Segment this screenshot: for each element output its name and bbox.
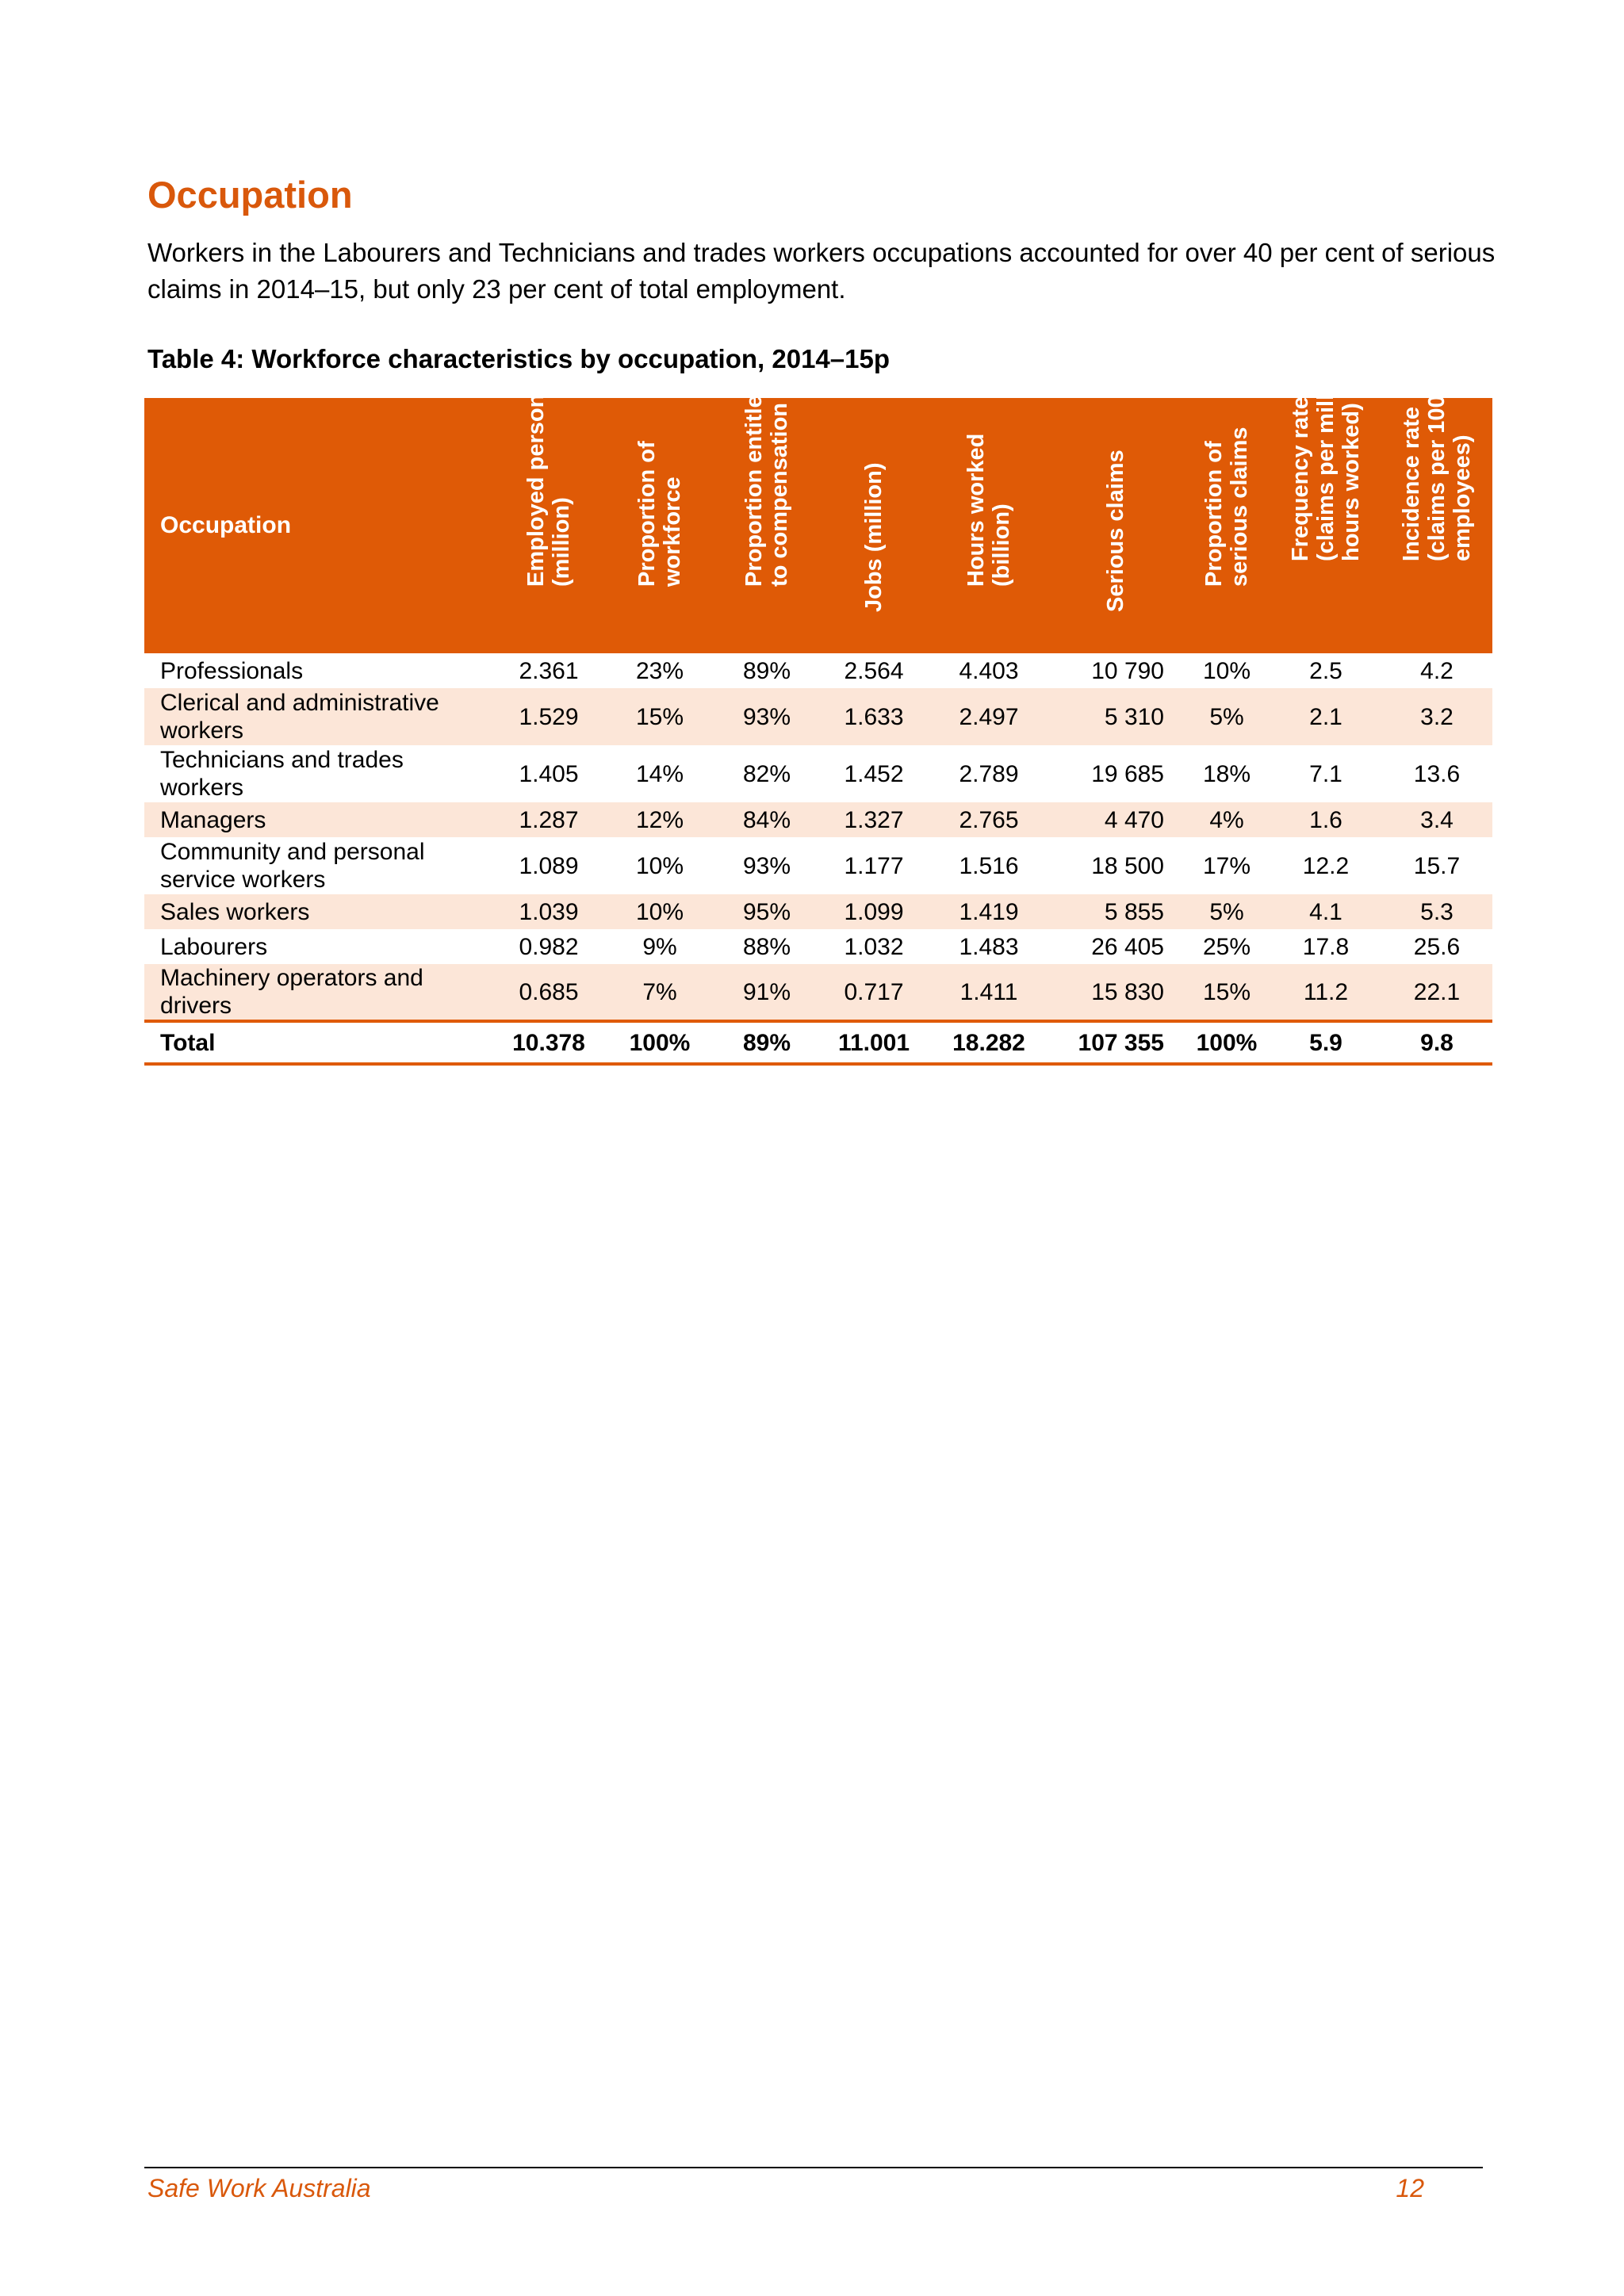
cell-serious-claims: 18 500 — [1091, 852, 1164, 879]
cell-claims-proportion: 100% — [1183, 1021, 1270, 1064]
occupation-name: Professionals — [160, 657, 304, 684]
cell-claims-proportion: 5% — [1183, 688, 1270, 745]
cell-hours: 1.516 — [959, 852, 1019, 879]
section-title: Occupation — [147, 174, 353, 216]
cell-incidence-rate: 9.8 — [1381, 1021, 1492, 1064]
cell-frequency-rate: 4.1 — [1270, 894, 1381, 929]
occupation-name: Technicians and trades workers — [160, 747, 404, 801]
cell-serious-claims: 107 355 — [1048, 1021, 1183, 1064]
cell-serious-claims: 10 790 — [1091, 657, 1164, 684]
cell-frequency-rate: 7.1 — [1309, 760, 1342, 787]
cell-frequency-rate: 12.2 — [1302, 852, 1350, 879]
cell-entitled: 84% — [715, 802, 818, 837]
cell-incidence-rate: 13.6 — [1413, 760, 1461, 787]
cell-serious-claims: 15 830 — [1048, 964, 1183, 1021]
cell-jobs: 1.327 — [818, 802, 929, 837]
table-row-community — [144, 837, 1492, 894]
cell-incidence-rate: 22.1 — [1381, 964, 1492, 1021]
table-row-sales — [144, 894, 1492, 929]
cell-entitled: 93% — [715, 688, 818, 745]
cell-incidence-rate: 15.7 — [1413, 852, 1461, 879]
cell-entitled: 93% — [742, 852, 791, 879]
cell-entitled: 91% — [715, 964, 818, 1021]
occupation-name: Labourers — [160, 933, 268, 960]
cell-frequency-rate: 2.5 — [1309, 657, 1342, 684]
cell-hours: 1.483 — [959, 933, 1019, 960]
cell-serious-claims: 26 405 — [1091, 933, 1164, 960]
cell-incidence-rate: 4.2 — [1420, 657, 1454, 684]
cell-employed: 0.982 — [519, 933, 579, 960]
cell-jobs: 1.032 — [844, 933, 904, 960]
cell-frequency-rate: 11.2 — [1270, 964, 1381, 1021]
occupation-table — [144, 359, 1492, 1066]
cell-workforce: 100% — [604, 1021, 715, 1064]
column-header-employed-persons: Employed persons (million) — [493, 398, 604, 653]
cell-hours: 1.411 — [929, 964, 1048, 1021]
column-header-occupation: Occupation — [144, 398, 493, 653]
cell-jobs: 0.717 — [818, 964, 929, 1021]
cell-workforce: 12% — [604, 802, 715, 837]
cell-hours: 18.282 — [929, 1021, 1048, 1064]
cell-jobs: 1.099 — [818, 894, 929, 929]
cell-employed: 1.039 — [493, 894, 604, 929]
cell-serious-claims: 5 310 — [1048, 688, 1183, 745]
column-header-serious-claims: Serious claims — [1048, 398, 1183, 653]
table-row-professionals — [144, 653, 1492, 688]
occupation-name: Community and personal service workers — [160, 839, 425, 893]
cell-claims-proportion: 10% — [1202, 657, 1251, 684]
total-label: Total — [144, 1021, 493, 1064]
cell-serious-claims: 5 855 — [1048, 894, 1183, 929]
cell-serious-claims: 19 685 — [1091, 760, 1164, 787]
column-header-frequency-rate: Frequency rate (claims per million hours worked) — [1270, 398, 1381, 653]
cell-workforce: 7% — [604, 964, 715, 1021]
column-header-hours-worked: Hours worked (billion) — [929, 398, 1048, 653]
table-caption: Table 4: Workforce characteristics by occupation, 2014–15p — [147, 344, 890, 373]
column-header-proportion-workforce: Proportion of workforce — [604, 398, 715, 653]
cell-workforce: 23% — [635, 657, 684, 684]
cell-workforce: 10% — [635, 852, 684, 879]
cell-claims-proportion: 15% — [1183, 964, 1270, 1021]
footer-publisher: Safe Work Australia — [147, 2174, 371, 2202]
cell-jobs: 1.633 — [818, 688, 929, 745]
cell-frequency-rate: 17.8 — [1302, 933, 1350, 960]
occupation-name: Clerical and administrative workers — [144, 688, 493, 745]
cell-entitled: 89% — [742, 657, 791, 684]
column-header-proportion-entitled: Proportion entitled to compensation — [715, 398, 818, 653]
occupation-name: Sales workers — [144, 894, 493, 929]
column-header-proportion-serious-claims: Proportion of serious claims — [1183, 398, 1270, 653]
cell-claims-proportion: 4% — [1183, 802, 1270, 837]
page-number: 12 — [1396, 2174, 1424, 2202]
cell-jobs: 1.452 — [844, 760, 904, 787]
cell-incidence-rate: 3.2 — [1381, 688, 1492, 745]
cell-jobs: 11.001 — [818, 1021, 929, 1064]
cell-claims-proportion: 5% — [1183, 894, 1270, 929]
cell-claims-proportion: 17% — [1202, 852, 1251, 879]
cell-claims-proportion: 18% — [1202, 760, 1251, 787]
footer-divider — [144, 2167, 1483, 2168]
table-row-labourers — [144, 929, 1492, 964]
occupation-name: Machinery operators and drivers — [144, 964, 493, 1021]
cell-employed: 1.287 — [493, 802, 604, 837]
cell-entitled: 89% — [715, 1021, 818, 1064]
cell-employed: 1.405 — [519, 760, 579, 787]
cell-incidence-rate: 5.3 — [1381, 894, 1492, 929]
cell-employed: 2.361 — [519, 657, 579, 684]
cell-incidence-rate: 3.4 — [1381, 802, 1492, 837]
cell-frequency-rate: 2.1 — [1270, 688, 1381, 745]
cell-employed: 1.089 — [519, 852, 579, 879]
table-row-total — [144, 1021, 1492, 1064]
cell-claims-proportion: 25% — [1202, 933, 1251, 960]
cell-workforce: 15% — [604, 688, 715, 745]
cell-frequency-rate: 5.9 — [1270, 1021, 1381, 1064]
cell-workforce: 10% — [604, 894, 715, 929]
intro-paragraph: Workers in the Labourers and Technicians and trades workers occupations accounted for over 40 per cent of serious claims in 2014–15, but only 23 per cent of total employment. — [147, 238, 1496, 304]
cell-entitled: 82% — [742, 760, 791, 787]
cell-workforce: 9% — [642, 933, 677, 960]
occupation-name: Managers — [144, 802, 493, 837]
cell-jobs: 2.564 — [844, 657, 904, 684]
cell-employed: 1.529 — [493, 688, 604, 745]
cell-hours: 2.497 — [929, 688, 1048, 745]
cell-jobs: 1.177 — [844, 852, 904, 879]
column-header-jobs: Jobs (million) — [818, 398, 929, 653]
cell-employed: 0.685 — [493, 964, 604, 1021]
table-row-managers — [144, 802, 1492, 837]
cell-workforce: 14% — [635, 760, 684, 787]
cell-serious-claims: 4 470 — [1048, 802, 1183, 837]
cell-employed: 10.378 — [493, 1021, 604, 1064]
cell-frequency-rate: 1.6 — [1270, 802, 1381, 837]
table-row-technicians — [144, 745, 1492, 802]
cell-hours: 4.403 — [959, 657, 1019, 684]
cell-hours: 1.419 — [929, 894, 1048, 929]
table-header-row — [144, 398, 1492, 653]
cell-entitled: 95% — [715, 894, 818, 929]
cell-hours: 2.789 — [959, 760, 1019, 787]
cell-entitled: 88% — [742, 933, 791, 960]
table-row-clerical — [144, 688, 1492, 745]
column-header-incidence-rate: Incidence rate (claims per 1000 employees) — [1381, 398, 1492, 653]
table-row-machinery — [144, 964, 1492, 1021]
cell-hours: 2.765 — [929, 802, 1048, 837]
cell-incidence-rate: 25.6 — [1413, 933, 1461, 960]
